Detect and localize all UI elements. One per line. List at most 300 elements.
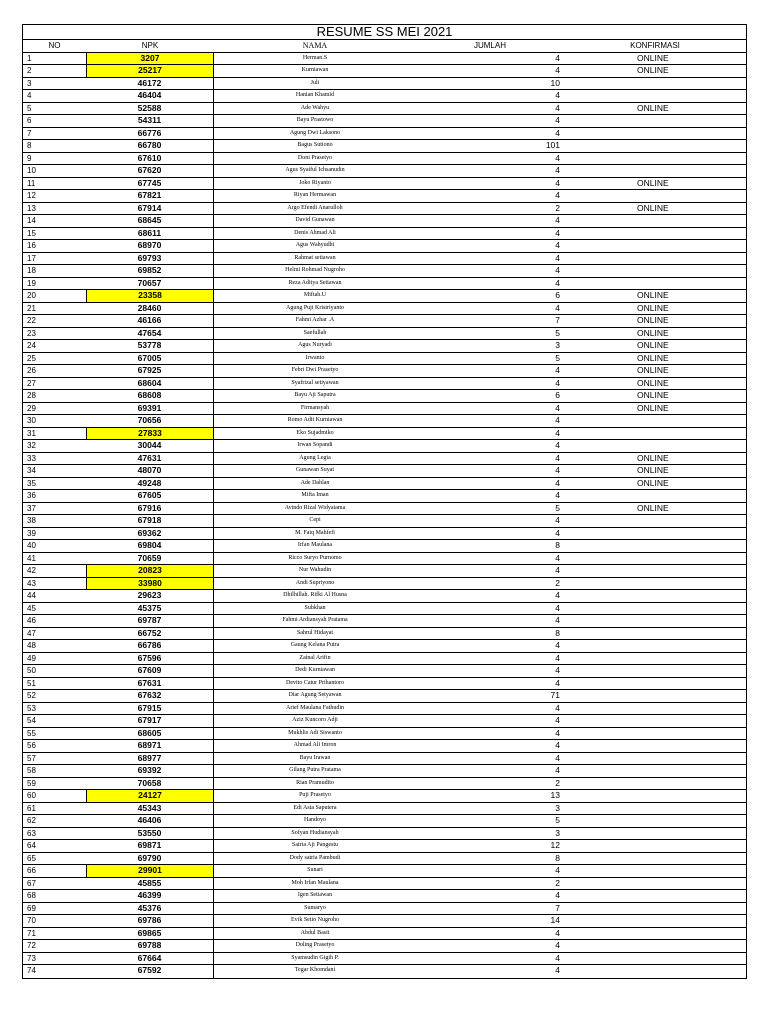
cell-nama: Evik Setio Nugroho — [291, 917, 339, 923]
table-row — [23, 728, 746, 741]
cell-konfirmasi — [564, 553, 746, 565]
cell-nama: Arief Maulana Fathudin — [286, 704, 344, 711]
cell-no: 11 — [27, 178, 36, 188]
cell-npk: 33980 — [86, 578, 214, 590]
cell-konfirmasi: ONLINE — [637, 177, 669, 188]
table-row — [23, 190, 746, 203]
cell-konfirmasi — [564, 653, 746, 665]
cell-konfirmasi — [564, 740, 746, 752]
cell-nama: Avindo Rizal Widyatama — [284, 504, 346, 511]
cell-konfirmasi: ONLINE — [637, 327, 669, 338]
cell-konfirmasi — [564, 878, 746, 890]
cell-npk: 69786 — [86, 915, 214, 927]
cell-no: 32 — [27, 441, 36, 450]
cell-no: 49 — [27, 653, 36, 663]
cell-konfirmasi — [564, 565, 746, 577]
table-row — [23, 428, 746, 441]
cell-npk: 66776 — [86, 128, 214, 140]
cell-jumlah: 2 — [555, 877, 560, 888]
cell-nama: Reza Aditya Setiawan — [288, 279, 342, 286]
cell-npk: 67915 — [86, 703, 214, 715]
cell-jumlah: 4 — [555, 377, 560, 388]
table-row — [23, 328, 746, 341]
cell-no: 70 — [27, 916, 36, 925]
cell-jumlah: 4 — [555, 527, 560, 538]
cell-jumlah: 4 — [555, 652, 560, 663]
cell-no: 25 — [27, 353, 36, 363]
cell-nama: Ade Wahyu — [300, 104, 330, 111]
cell-no: 56 — [27, 741, 36, 750]
cell-jumlah: 4 — [555, 590, 560, 600]
cell-no: 21 — [27, 303, 36, 313]
cell-nama: Helmi Rohmad Nugroho — [285, 267, 345, 273]
cell-konfirmasi: ONLINE — [637, 202, 669, 213]
cell-npk: 66786 — [86, 640, 214, 652]
cell-npk: 45855 — [86, 878, 214, 890]
cell-no: 14 — [27, 216, 36, 225]
cell-jumlah: 4 — [555, 565, 560, 575]
cell-nama: Dhilhillah. Rifki Al Husna — [283, 592, 347, 598]
cell-jumlah: 4 — [555, 665, 560, 675]
cell-npk: 68645 — [86, 215, 214, 227]
cell-jumlah: 4 — [555, 152, 560, 163]
cell-konfirmasi — [564, 278, 746, 290]
cell-nama: Mukhlis Adi Siswanto — [288, 729, 342, 736]
cell-konfirmasi — [564, 215, 746, 227]
cell-konfirmasi — [564, 678, 746, 690]
cell-konfirmasi: ONLINE — [637, 390, 669, 400]
cell-jumlah: 4 — [555, 115, 560, 125]
cell-jumlah: 4 — [555, 865, 560, 875]
cell-npk: 29623 — [86, 590, 214, 602]
cell-nama: Irwanto — [305, 354, 325, 361]
cell-npk: 54311 — [86, 115, 214, 127]
cell-npk: 68608 — [86, 390, 214, 402]
cell-konfirmasi — [564, 428, 746, 440]
cell-nama: Ade Dahlan — [300, 479, 330, 486]
table-row — [23, 778, 746, 791]
cell-no: 37 — [27, 503, 36, 513]
cell-no: 74 — [27, 966, 36, 975]
cell-jumlah: 4 — [555, 402, 560, 413]
table-row — [23, 853, 746, 866]
cell-nama: Zainal Arifin — [299, 654, 331, 661]
cell-jumlah: 13 — [550, 790, 560, 800]
cell-konfirmasi — [564, 940, 746, 952]
table-row — [23, 440, 746, 453]
cell-konfirmasi — [564, 240, 746, 252]
table-row — [23, 928, 746, 941]
table-row — [23, 815, 746, 828]
table-row — [23, 803, 746, 816]
cell-konfirmasi — [564, 815, 746, 827]
cell-jumlah: 71 — [550, 690, 560, 700]
cell-jumlah: 4 — [555, 765, 560, 775]
cell-npk: 67596 — [86, 653, 214, 665]
cell-npk: 67916 — [86, 503, 214, 515]
table-row — [23, 903, 746, 916]
cell-nama: Irfan Maulana — [297, 542, 333, 548]
cell-konfirmasi — [564, 153, 746, 165]
cell-nama: Moh Irfan Maulana — [291, 879, 339, 886]
cell-nama: Bayu Aji Saputra — [294, 392, 336, 398]
table-row — [23, 340, 746, 353]
cell-konfirmasi — [564, 165, 746, 177]
cell-nama: Hanian Khamid — [295, 92, 335, 98]
cell-no: 28 — [27, 391, 36, 400]
cell-jumlah: 4 — [555, 302, 560, 313]
header-konfirmasi: KONFIRMASI — [630, 41, 680, 50]
cell-jumlah: 4 — [555, 65, 560, 75]
table-row — [23, 553, 746, 566]
table-row — [23, 315, 746, 328]
cell-jumlah: 3 — [555, 802, 560, 813]
cell-konfirmasi — [564, 90, 746, 102]
cell-jumlah: 3 — [555, 340, 560, 350]
cell-npk: 70657 — [86, 278, 214, 290]
cell-npk: 29901 — [86, 865, 214, 877]
cell-no: 69 — [27, 903, 36, 913]
cell-jumlah: 4 — [555, 277, 560, 288]
cell-jumlah: 4 — [555, 965, 560, 975]
cell-konfirmasi — [564, 528, 746, 540]
cell-konfirmasi — [564, 753, 746, 765]
header-npk: NPK — [141, 41, 159, 50]
cell-konfirmasi — [564, 903, 746, 915]
cell-konfirmasi: ONLINE — [637, 302, 669, 313]
cell-no: 4 — [27, 91, 32, 100]
cell-jumlah: 7 — [555, 315, 560, 325]
cell-no: 6 — [27, 116, 32, 125]
cell-konfirmasi: ONLINE — [637, 315, 669, 325]
cell-konfirmasi: ONLINE — [637, 102, 669, 113]
cell-npk: 69804 — [86, 540, 214, 552]
cell-konfirmasi: ONLINE — [637, 365, 669, 375]
cell-nama: David Gunawan — [295, 217, 335, 223]
cell-no: 2 — [27, 66, 32, 75]
cell-npk: 66780 — [86, 140, 214, 152]
cell-jumlah: 4 — [555, 752, 560, 763]
cell-no: 54 — [27, 716, 36, 725]
cell-konfirmasi — [564, 115, 746, 127]
cell-nama: Irwan Sopandi — [297, 442, 333, 448]
table-body — [23, 53, 746, 978]
cell-no: 15 — [27, 228, 36, 238]
cell-npk: 3207 — [86, 53, 214, 65]
cell-konfirmasi: ONLINE — [637, 290, 669, 300]
cell-jumlah: 4 — [555, 890, 560, 900]
table-row — [23, 465, 746, 478]
cell-no: 3 — [27, 78, 32, 88]
cell-jumlah: 4 — [555, 940, 560, 950]
cell-nama: Doling Prasetyo — [295, 942, 335, 948]
cell-npk: 66752 — [86, 628, 214, 640]
table-row — [23, 403, 746, 416]
cell-no: 27 — [27, 378, 36, 388]
table-row — [23, 565, 746, 578]
cell-no: 64 — [27, 841, 36, 850]
cell-nama: Miftah.U — [303, 292, 327, 298]
cell-konfirmasi — [564, 765, 746, 777]
cell-no: 52 — [27, 691, 36, 700]
cell-konfirmasi — [564, 190, 746, 202]
cell-no: 63 — [27, 828, 36, 838]
cell-no: 5 — [27, 103, 32, 113]
table-row — [23, 390, 746, 403]
cell-no: 43 — [27, 578, 36, 588]
cell-konfirmasi: ONLINE — [637, 502, 669, 513]
cell-no: 31 — [27, 428, 36, 438]
cell-nama: Febri Dwi Prasetyo — [291, 367, 339, 373]
table-row — [23, 665, 746, 678]
cell-no: 68 — [27, 891, 36, 900]
cell-nama: Bayu Prastowo — [296, 117, 334, 123]
cell-nama: Bayu Irawan — [299, 754, 331, 761]
cell-no: 7 — [27, 128, 32, 138]
cell-nama: Agung Puji Kristriyanto — [286, 304, 344, 311]
cell-konfirmasi — [564, 703, 746, 715]
cell-no: 73 — [27, 953, 36, 963]
cell-jumlah: 4 — [555, 640, 560, 650]
cell-nama: Sumaryo — [304, 904, 326, 911]
table-row — [23, 215, 746, 228]
cell-konfirmasi: ONLINE — [637, 465, 669, 475]
cell-konfirmasi — [564, 578, 746, 590]
header-no: NO — [48, 41, 61, 50]
table-row — [23, 290, 746, 303]
table-row — [23, 878, 746, 891]
cell-nama: Subkhan — [304, 604, 326, 611]
cell-nama: Agung Legia — [299, 454, 331, 461]
cell-nama: Herman.S — [302, 54, 328, 61]
cell-jumlah: 8 — [555, 852, 560, 863]
cell-nama: Dedi Kurniawan — [295, 667, 335, 673]
cell-no: 45 — [27, 603, 36, 613]
cell-nama: Syafrizal setiyawan — [291, 379, 339, 386]
cell-jumlah: 5 — [555, 352, 560, 363]
cell-konfirmasi: ONLINE — [637, 52, 669, 63]
table-row — [23, 128, 746, 141]
cell-jumlah: 4 — [555, 490, 560, 500]
cell-jumlah: 2 — [555, 777, 560, 788]
cell-konfirmasi: ONLINE — [637, 352, 669, 363]
cell-no: 23 — [27, 328, 36, 338]
table-row — [23, 840, 746, 853]
cell-npk: 67745 — [86, 178, 214, 190]
cell-nama: Kurniawan — [301, 67, 329, 73]
cell-konfirmasi — [564, 140, 746, 152]
cell-jumlah: 4 — [555, 602, 560, 613]
table-row — [23, 253, 746, 266]
table-row — [23, 890, 746, 903]
cell-npk: 45376 — [86, 903, 214, 915]
table-row — [23, 265, 746, 278]
cell-jumlah: 5 — [555, 502, 560, 513]
table-row — [23, 490, 746, 503]
cell-jumlah: 4 — [555, 515, 560, 525]
cell-jumlah: 14 — [550, 915, 560, 925]
cell-nama: Gaung Kelana Putra — [290, 642, 340, 648]
cell-jumlah: 4 — [555, 452, 560, 463]
cell-nama: Satria Aji Pangestu — [292, 842, 338, 848]
table-row — [23, 78, 746, 91]
cell-no: 53 — [27, 703, 36, 713]
cell-jumlah: 7 — [555, 902, 560, 913]
cell-no: 47 — [27, 628, 36, 638]
cell-jumlah: 4 — [555, 465, 560, 475]
table-row — [23, 603, 746, 616]
cell-nama: Fahmi Ardiansyah Pratama — [282, 617, 348, 623]
cell-no: 61 — [27, 803, 36, 813]
cell-konfirmasi — [564, 790, 746, 802]
cell-nama: Denis Ahmad Ali — [294, 229, 336, 236]
cell-no: 66 — [27, 866, 36, 875]
cell-npk: 69788 — [86, 940, 214, 952]
cell-npk: 67917 — [86, 715, 214, 727]
cell-npk: 67925 — [86, 365, 214, 377]
cell-npk: 20823 — [86, 565, 214, 577]
cell-konfirmasi: ONLINE — [637, 65, 669, 75]
cell-npk: 70659 — [86, 553, 214, 565]
cell-nama: Joko Riyanto — [299, 179, 331, 186]
cell-jumlah: 4 — [555, 440, 560, 450]
cell-npk: 67631 — [86, 678, 214, 690]
cell-npk: 28460 — [86, 303, 214, 315]
table-row — [23, 765, 746, 778]
table-row — [23, 53, 746, 66]
cell-konfirmasi — [564, 440, 746, 452]
table-row — [23, 690, 746, 703]
cell-nama: Saefullah — [303, 329, 327, 336]
cell-npk: 46166 — [86, 315, 214, 327]
cell-nama: Abdul Basit — [300, 929, 330, 936]
cell-konfirmasi — [564, 853, 746, 865]
cell-no: 12 — [27, 191, 36, 200]
cell-nama: Devito Catur Prihantoro — [286, 679, 344, 686]
cell-jumlah: 4 — [555, 927, 560, 938]
cell-no: 55 — [27, 728, 36, 738]
cell-konfirmasi — [564, 128, 746, 140]
cell-konfirmasi — [564, 690, 746, 702]
table-row — [23, 415, 746, 428]
cell-npk: 46404 — [86, 90, 214, 102]
cell-nama: Sofyan Hudiansyah — [291, 829, 339, 836]
cell-no: 72 — [27, 941, 36, 950]
cell-no: 65 — [27, 853, 36, 863]
cell-npk: 68971 — [86, 740, 214, 752]
cell-npk: 45343 — [86, 803, 214, 815]
cell-konfirmasi — [564, 865, 746, 877]
table-row — [23, 378, 746, 391]
table-row — [23, 240, 746, 253]
cell-no: 40 — [27, 541, 36, 550]
cell-nama: Mifta Iman — [301, 492, 329, 498]
table-row — [23, 365, 746, 378]
cell-konfirmasi — [564, 915, 746, 927]
cell-npk: 49248 — [86, 478, 214, 490]
cell-npk: 47654 — [86, 328, 214, 340]
cell-jumlah: 4 — [555, 477, 560, 488]
cell-npk: 70658 — [86, 778, 214, 790]
cell-npk: 24127 — [86, 790, 214, 802]
cell-npk: 70656 — [86, 415, 214, 427]
table-row — [23, 303, 746, 316]
table-row — [23, 540, 746, 553]
cell-npk: 69787 — [86, 615, 214, 627]
cell-npk: 67918 — [86, 515, 214, 527]
table-row — [23, 915, 746, 928]
table-row — [23, 640, 746, 653]
cell-no: 26 — [27, 366, 36, 375]
cell-no: 22 — [27, 316, 36, 325]
cell-npk: 68605 — [86, 728, 214, 740]
table-row — [23, 503, 746, 516]
table-row — [23, 703, 746, 716]
cell-npk: 69852 — [86, 265, 214, 277]
table-row — [23, 678, 746, 691]
cell-npk: 53550 — [86, 828, 214, 840]
cell-no: 33 — [27, 453, 36, 463]
cell-jumlah: 4 — [555, 952, 560, 963]
cell-jumlah: 4 — [555, 165, 560, 175]
cell-npk: 69793 — [86, 253, 214, 265]
cell-jumlah: 5 — [555, 815, 560, 825]
cell-npk: 69362 — [86, 528, 214, 540]
cell-npk: 67592 — [86, 965, 214, 978]
cell-npk: 67610 — [86, 153, 214, 165]
cell-jumlah: 4 — [555, 190, 560, 200]
cell-jumlah: 4 — [555, 552, 560, 563]
cell-konfirmasi — [564, 490, 746, 502]
cell-nama: Bagus Sutiono — [297, 142, 333, 148]
cell-jumlah: 4 — [555, 240, 560, 250]
cell-jumlah: 4 — [555, 102, 560, 113]
cell-no: 34 — [27, 466, 36, 475]
cell-jumlah: 4 — [555, 177, 560, 188]
sheet-title: RESUME SS MEI 2021 — [23, 25, 746, 40]
cell-konfirmasi — [564, 615, 746, 627]
cell-nama: Agus Nuryadi — [298, 342, 332, 348]
cell-jumlah: 5 — [555, 327, 560, 338]
cell-konfirmasi — [564, 415, 746, 427]
cell-jumlah: 3 — [555, 827, 560, 838]
cell-konfirmasi: ONLINE — [637, 402, 669, 413]
table-row — [23, 353, 746, 366]
cell-npk: 67821 — [86, 190, 214, 202]
cell-konfirmasi — [564, 253, 746, 265]
cell-nama: Edi Asta Saputera — [293, 804, 337, 811]
cell-jumlah: 4 — [555, 52, 560, 63]
cell-nama: Argo Efendi Anarulloh — [287, 204, 343, 211]
cell-no: 51 — [27, 678, 36, 688]
cell-konfirmasi — [564, 828, 746, 840]
cell-konfirmasi — [564, 515, 746, 527]
cell-nama: Syamsudin Gigih P. — [291, 954, 339, 961]
cell-konfirmasi: ONLINE — [637, 340, 669, 350]
table-row — [23, 453, 746, 466]
cell-konfirmasi — [564, 715, 746, 727]
table-row — [23, 528, 746, 541]
cell-npk: 69392 — [86, 765, 214, 777]
cell-no: 9 — [27, 153, 32, 163]
cell-jumlah: 4 — [555, 365, 560, 375]
cell-nama: Doni Prasetyo — [297, 154, 333, 161]
cell-npk: 69391 — [86, 403, 214, 415]
cell-no: 67 — [27, 878, 36, 888]
cell-nama: Igen Setiawan — [297, 892, 333, 898]
cell-no: 29 — [27, 403, 36, 413]
cell-nama: Fahmi Azhar .A — [295, 317, 335, 323]
